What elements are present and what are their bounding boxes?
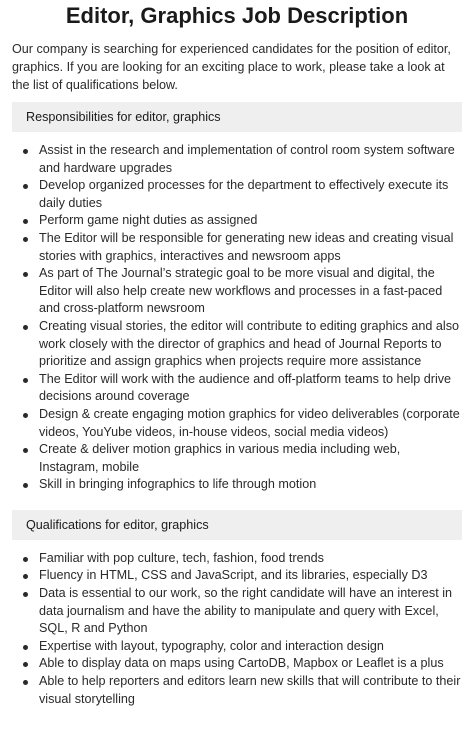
responsibility-item [12,142,462,177]
list-item-text: Develop organized processes for the department to effectively execute its daily duties [39,178,449,210]
bullet-icon [23,325,28,330]
bullet-icon [23,448,28,453]
list-item-text: Design & create engaging motion graphics for video deliverables (corporate videos, YouYube videos, in-house videos, social media videos) [39,406,460,439]
list-item-text: Creating visual stories, the editor will contribute to editing graphics and also work closely with the director of graphics and head of Journal Reports to prioritize and assign graphics when projects require more assistance [39,318,460,369]
list-item-text: The Editor will be responsible for generating new ideas and creating visual stories with graphics, interactives and newsroom apps [39,230,454,263]
bullet-icon [23,680,28,685]
qualification-item [12,673,462,708]
intro-paragraph: Our company is searching for experienced candidates for the position of editor, graphics. If you are looking for an exciting place to work, please take a look at the list of qualifications below. [12,42,451,92]
qualification-item [12,638,462,656]
list-item-text: As part of The Journal’s strategic goal to be more visual and digital, the Editor will also help create new workflows and processes in a fast-paced and cross-platform newsroom [39,266,443,316]
bullet-icon [23,662,28,667]
qualifications-list [12,550,462,708]
responsibility-item [12,265,462,318]
list-item-text: Data is essential to our work, so the right candidate will have an interest in data journalism and have the ability to manipulate and query with Excel, SQL, R and Python [39,586,453,636]
bullet-icon [23,645,28,650]
list-item-text: The Editor will work with the audience and off-platform teams to help drive decisions around coverage [39,371,452,404]
qualification-item [12,655,462,673]
list-item-text: Assist in the research and implementation of control room system software and hardware upgrades [39,143,455,175]
responsibilities-header: Responsibilities for editor, graphics [12,102,462,132]
bullet-icon [23,574,28,579]
section-spacer [12,494,462,502]
qualification-item [12,550,462,568]
bullet-icon [23,413,28,418]
qualification-item [12,585,462,638]
responsibility-item [12,177,462,212]
bullet-icon [23,237,28,242]
list-item-text: Skill in bringing infographics to life through motion [39,477,317,492]
list-item-text: Expertise with layout, typography, color and interaction design [39,638,384,653]
list-item-text: Fluency in HTML, CSS and JavaScript, and its libraries, especially D3 [39,568,428,583]
responsibility-item [12,318,462,371]
bullet-icon [23,592,28,597]
bullet-icon [23,219,28,224]
list-item-text: Able to help reporters and editors learn new skills that will contribute to their visual storytelling [39,674,461,706]
responsibility-item [12,406,462,441]
list-item-text: Familiar with pop culture, tech, fashion, food trends [39,550,324,565]
qualification-item [12,567,462,585]
responsibility-item [12,230,462,265]
list-item-text: Able to display data on maps using CartoDB, Mapbox or Leaflet is a plus [39,656,444,671]
responsibilities-list [12,142,462,494]
responsibility-item [12,441,462,476]
page-title: Editor, Graphics Job Description [65,3,409,28]
responsibility-item [12,476,462,494]
bullet-icon [23,557,28,562]
bullet-icon [23,272,28,277]
responsibility-item [12,371,462,406]
responsibility-item [12,212,462,230]
bullet-icon [23,184,28,189]
bullet-icon [23,483,28,488]
list-item-text: Perform game night duties as assigned [39,213,258,228]
bullet-icon [23,378,28,383]
list-item-text: Create & deliver motion graphics in various media including web, Instagram, mobile [39,442,401,474]
bullet-icon [23,149,28,154]
qualifications-header: Qualifications for editor, graphics [12,510,462,540]
